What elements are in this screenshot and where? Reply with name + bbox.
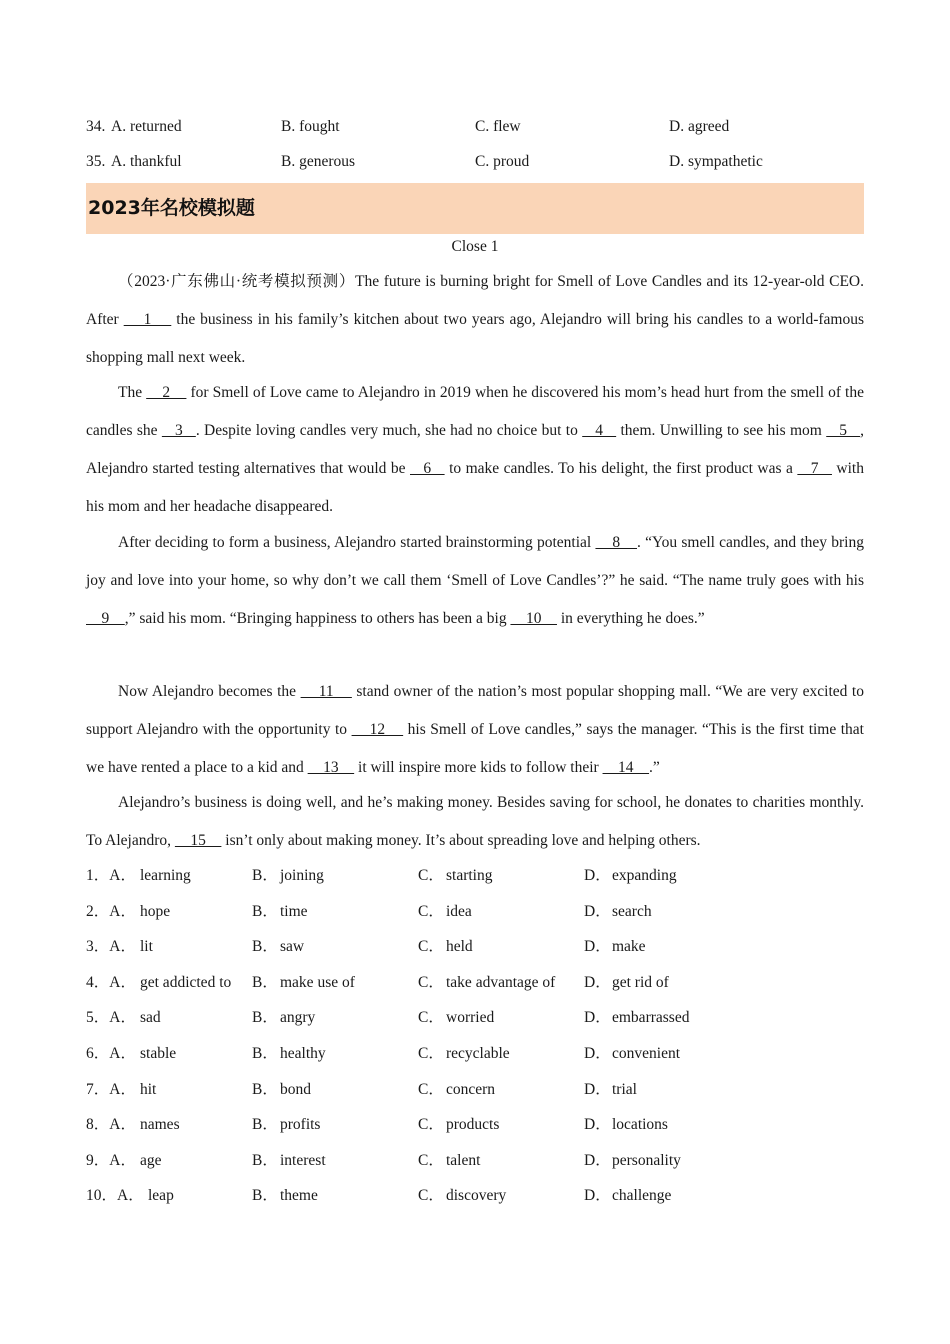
option-a-text[interactable]: learning: [140, 867, 191, 884]
option-b-text[interactable]: saw: [280, 938, 305, 956]
option-c-label: C．: [418, 867, 444, 884]
paragraph-text: After deciding to form a business, Alejandro started brainstorming potential: [118, 534, 596, 551]
answer-blank[interactable]: 2: [146, 384, 187, 401]
paragraph-text: . “You smell candles, and they bring joy and love into your home, so why don’t we call them ‘Smell of Love Candles’?” he said. “The name truly goes with his: [86, 534, 864, 589]
answer-blank[interactable]: 1: [123, 311, 172, 328]
option-d-text[interactable]: make: [612, 938, 646, 956]
option-c-label: C．: [418, 938, 444, 956]
question-number: 9．A．: [86, 1151, 136, 1169]
paragraph-2: [86, 374, 864, 526]
paragraph-text: for Smell of Love came to Alejandro in 2019 when he discovered his mom’s head hurt from the smell of the candles she: [86, 384, 864, 439]
option-d-label: D．: [584, 1151, 611, 1169]
option-c-label: C．: [418, 1080, 444, 1098]
option-d-label: D．: [584, 938, 611, 956]
option-a-text[interactable]: hope: [140, 902, 171, 920]
question-row: [86, 1185, 864, 1207]
option-a-text[interactable]: sad: [140, 1009, 161, 1027]
question-number: 3．A．: [86, 938, 136, 956]
paragraph-text: isn’t only about making money. It’s about spreading love and helping others.: [221, 832, 701, 849]
option-c-label: C．: [418, 1151, 444, 1169]
option-d-label: D．: [584, 1080, 611, 1098]
option-d-text[interactable]: challenge: [612, 1187, 672, 1205]
option-d-text[interactable]: convenient: [612, 1045, 681, 1062]
option-a-text[interactable]: age: [140, 1151, 162, 1169]
option-d-label: D．: [584, 973, 611, 991]
paragraph-text: ,” said his mom. “Bringing happiness to others has been a big: [124, 610, 511, 627]
option-c-label: C．: [418, 902, 444, 920]
option-d-text[interactable]: personality: [612, 1151, 681, 1169]
question-row: [86, 972, 864, 994]
option-a-text[interactable]: hit: [140, 1080, 157, 1098]
paragraph-4: [86, 673, 864, 787]
option-b-label: B．: [252, 867, 278, 884]
option-b-text[interactable]: healthy: [280, 1045, 326, 1062]
option-b-label: B．: [252, 1116, 278, 1134]
option-c-text[interactable]: concern: [446, 1080, 496, 1098]
option-b-text[interactable]: angry: [280, 1009, 316, 1027]
option-a-text[interactable]: stable: [140, 1045, 177, 1062]
answer-blank[interactable]: 12: [351, 721, 404, 738]
paragraph-5: [86, 784, 864, 860]
option-a-text[interactable]: get addicted to: [140, 973, 232, 991]
passage-title: Close 1: [451, 238, 499, 255]
paragraph-text: the business in his family’s kitchen about two years ago, Alejandro will bring his candles to a world-famous shopping mall next week.: [86, 311, 865, 366]
option-d: D. sympathetic: [669, 153, 763, 170]
option-c-text[interactable]: talent: [446, 1151, 481, 1169]
option-b-text[interactable]: theme: [280, 1187, 318, 1205]
question-number: 35.: [86, 153, 106, 170]
paragraph-text: his Smell of Love candles,” says the manager. “This is the first time that we have rented a place to a kid and: [86, 721, 864, 776]
paragraph-text: . Despite loving candles very much, she had no choice but to: [195, 422, 583, 439]
question-number: 5．A．: [86, 1009, 136, 1027]
question-row: [86, 1079, 864, 1101]
paragraph-text: , Alejandro started testing alternatives that would be: [86, 422, 865, 477]
option-d: D. agreed: [669, 118, 730, 135]
answer-blank[interactable]: 4: [582, 422, 617, 439]
paragraph-text: them. Unwilling to see his mom: [616, 422, 827, 439]
option-b-text[interactable]: time: [280, 902, 308, 920]
option-b-text[interactable]: interest: [280, 1151, 326, 1169]
question-row: [86, 901, 864, 923]
option-a: A. thankful: [111, 153, 182, 170]
option-b: B. fought: [281, 118, 340, 135]
paragraph-text: .”: [649, 759, 660, 776]
option-a: A. returned: [111, 118, 182, 135]
option-c-text[interactable]: take advantage of: [446, 973, 556, 991]
question-row: [86, 1007, 864, 1029]
question-number: 2．A．: [86, 902, 136, 920]
option-d-label: D．: [584, 1116, 611, 1134]
option-b-text[interactable]: joining: [280, 867, 324, 884]
question-row: [86, 1114, 864, 1136]
option-d-label: D．: [584, 1009, 611, 1027]
answer-blank[interactable]: 10: [510, 610, 557, 627]
option-c-text[interactable]: held: [446, 938, 473, 956]
option-b-text[interactable]: make use of: [280, 973, 355, 991]
option-c-text[interactable]: recyclable: [446, 1045, 510, 1062]
option-c-label: C．: [418, 973, 444, 991]
answer-blank[interactable]: 11: [300, 683, 352, 700]
option-c-text[interactable]: idea: [446, 902, 472, 920]
answer-blank[interactable]: 9: [86, 610, 125, 627]
paragraph-text: Alejandro’s business is doing well, and he’s making money. Besides saving for school, he donates to charities monthly. To Alejandro,: [86, 794, 864, 849]
answer-blank[interactable]: 8: [595, 534, 638, 551]
option-b-label: B．: [252, 1009, 278, 1027]
answer-blank[interactable]: 13: [307, 759, 355, 776]
option-d-text[interactable]: get rid of: [612, 973, 669, 991]
option-d-text[interactable]: trial: [612, 1080, 637, 1098]
option-d-label: D．: [584, 1045, 611, 1062]
option-c-text[interactable]: products: [446, 1116, 500, 1134]
option-d-label: D．: [584, 902, 611, 920]
question-number: 34.: [86, 118, 106, 135]
option-b-label: B．: [252, 1080, 278, 1098]
section-heading: 2023年名校模拟题: [86, 183, 864, 234]
option-d-text[interactable]: expanding: [612, 867, 677, 884]
option-b: B. generous: [281, 153, 356, 170]
paragraph-1: [86, 263, 864, 377]
question-number: 1．A．: [86, 867, 136, 884]
question-number: 10．A．: [86, 1187, 144, 1205]
answer-blank[interactable]: 5: [826, 422, 861, 439]
question-row: [86, 1150, 864, 1172]
paragraph-text: The: [118, 384, 147, 401]
question-number: 4．A．: [86, 973, 136, 991]
option-b-text[interactable]: bond: [280, 1080, 311, 1098]
option-b-label: B．: [252, 973, 278, 991]
option-b-label: B．: [252, 902, 278, 920]
option-c-label: C．: [418, 1009, 444, 1027]
answer-blank[interactable]: 3: [161, 422, 196, 439]
answer-blank[interactable]: 6: [410, 460, 445, 477]
option-c: C. flew: [475, 118, 521, 135]
option-c-text[interactable]: discovery: [446, 1187, 507, 1205]
paragraph-text: stand owner of the nation’s most popular shopping mall. “We are very excited to support Alejandro with the opportunity to: [86, 683, 864, 738]
option-c-text[interactable]: worried: [446, 1009, 495, 1027]
paragraph-text: with his mom and her headache disappeared.: [86, 460, 864, 515]
answer-blank[interactable]: 15: [174, 832, 222, 849]
option-b-label: B．: [252, 938, 278, 956]
answer-blank[interactable]: 7: [797, 460, 832, 477]
option-d-text[interactable]: embarrassed: [612, 1009, 690, 1027]
option-c: C. proud: [475, 153, 530, 170]
question-row: [86, 936, 864, 958]
option-c-text[interactable]: starting: [446, 867, 493, 884]
question-number: 8．A．: [86, 1116, 136, 1134]
option-b-label: B．: [252, 1151, 278, 1169]
paragraph-text: it will inspire more kids to follow their: [354, 759, 603, 776]
question-number: 6．A．: [86, 1045, 136, 1062]
paragraph-text: to make candles. To his delight, the first product was a: [444, 460, 798, 477]
option-b-text[interactable]: profits: [280, 1116, 321, 1134]
option-a-text[interactable]: leap: [148, 1187, 174, 1205]
option-c-label: C．: [418, 1187, 444, 1205]
option-a-text[interactable]: names: [140, 1116, 180, 1134]
option-c-label: C．: [418, 1045, 444, 1062]
option-d-label: D．: [584, 1187, 611, 1205]
option-d-text[interactable]: search: [612, 902, 652, 920]
paragraph-text: in everything he does.”: [556, 610, 705, 627]
option-a-text[interactable]: lit: [140, 938, 153, 956]
question-row: [86, 1043, 864, 1065]
option-b-label: B．: [252, 1045, 278, 1062]
option-b-label: B．: [252, 1187, 278, 1205]
option-c-label: C．: [418, 1116, 444, 1134]
option-d-text[interactable]: locations: [612, 1116, 668, 1134]
prev-option-row-34: [86, 116, 864, 138]
paragraph-text: Now Alejandro becomes the: [118, 683, 301, 700]
question-number: 7．A．: [86, 1080, 136, 1098]
question-row: [86, 865, 864, 887]
option-d-label: D．: [584, 867, 611, 884]
answer-blank[interactable]: 14: [602, 759, 650, 776]
prev-option-row-35: [86, 151, 864, 173]
paragraph-3: [86, 524, 864, 638]
paragraph-text: （2023·广东佛山·统考模拟预测）The future is burning bright for Smell of Love Candles and its 12-year-old CEO. After: [86, 273, 864, 328]
